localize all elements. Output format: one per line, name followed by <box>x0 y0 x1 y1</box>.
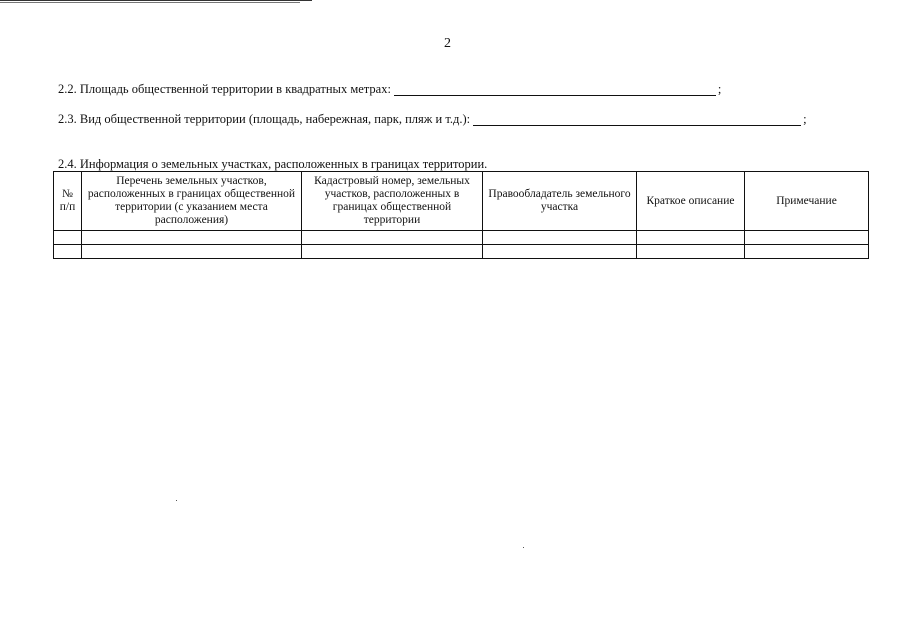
territory-type-field-label: 2.3. Вид общественной территории (площадь, набережная, парк, пляж и т.д.): <box>58 112 471 126</box>
header-note: Примечание <box>745 172 869 231</box>
header-rule-secondary <box>0 2 300 3</box>
table-cell[interactable] <box>82 231 302 245</box>
table-cell[interactable] <box>637 245 745 259</box>
table-cell[interactable] <box>483 231 637 245</box>
area-field-label: 2.2. Площадь общественной территории в квадратных метрах: <box>58 82 391 96</box>
table-cell[interactable] <box>54 245 82 259</box>
header-owner: Правообладатель земельного участка <box>483 172 637 231</box>
page-number: 2 <box>444 36 451 51</box>
table-cell[interactable] <box>302 231 483 245</box>
scan-speck <box>523 547 524 548</box>
land-plots-heading: 2.4. Информация о земельных участках, расположенных в границах территории. <box>58 157 488 171</box>
territory-type-field-terminator: ; <box>803 112 807 126</box>
header-cadastral-number: Кадастровый номер, земельных участков, расположенных в границах общественной территории <box>302 172 483 231</box>
table-row <box>54 245 869 259</box>
header-number: № п/п <box>54 172 82 231</box>
header-plot-list: Перечень земельных участков, расположенных в границах общественной территории (с указанием места расположения) <box>82 172 302 231</box>
territory-type-field-row <box>58 112 807 127</box>
area-field-row <box>58 82 721 97</box>
table-header-row <box>54 172 869 231</box>
table-cell[interactable] <box>745 231 869 245</box>
table-cell[interactable] <box>302 245 483 259</box>
table-cell[interactable] <box>54 231 82 245</box>
territory-type-field-blank[interactable] <box>473 113 801 126</box>
scan-speck <box>176 500 177 501</box>
header-description: Краткое описание <box>637 172 745 231</box>
area-field-blank[interactable] <box>394 83 716 96</box>
table-cell[interactable] <box>745 245 869 259</box>
land-plots-table <box>53 171 869 259</box>
table-row <box>54 231 869 245</box>
header-rule <box>0 0 312 1</box>
table-cell[interactable] <box>82 245 302 259</box>
area-field-terminator: ; <box>717 82 722 96</box>
table-cell[interactable] <box>483 245 637 259</box>
table-cell[interactable] <box>637 231 745 245</box>
